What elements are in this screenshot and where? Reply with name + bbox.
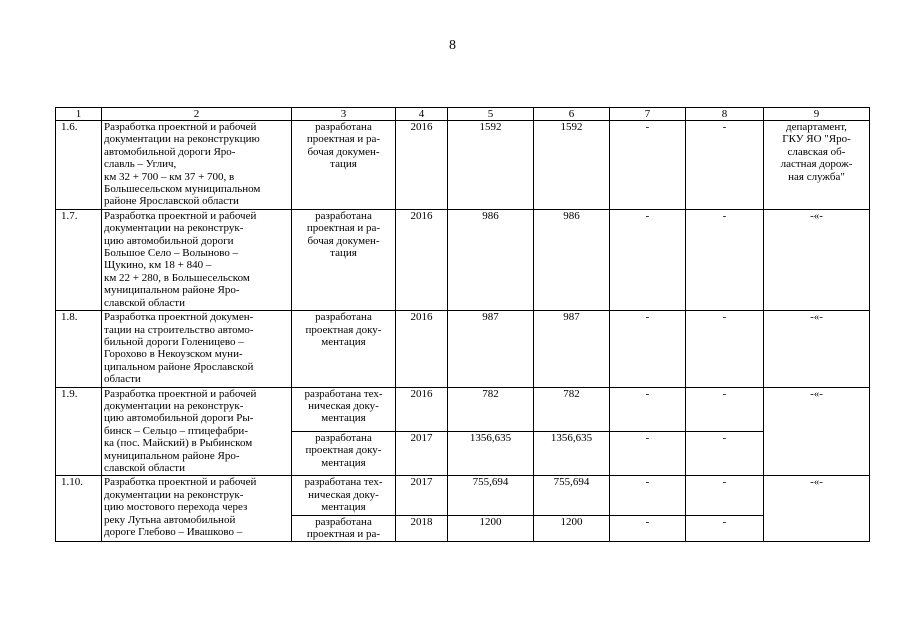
year-cell: 2016 bbox=[396, 387, 448, 431]
result-status: разработана проектная доку- ментация bbox=[292, 311, 396, 387]
value-cell-5: 1200 bbox=[448, 515, 534, 542]
year-cell: 2017 bbox=[396, 431, 448, 475]
value-cell-5: 1356,635 bbox=[448, 431, 534, 475]
year-cell: 2016 bbox=[396, 311, 448, 387]
row-number: 1.9. bbox=[56, 387, 102, 476]
work-name: Разработка проектной и рабочей документации на реконструкцию автомобильной дороги Яро- славль – Углич, км 32 + 700 – км 37 + 700, в Большесельском муниципальном районе Ярославской области bbox=[102, 121, 292, 210]
value-cell-7: - bbox=[610, 515, 686, 542]
value-cell-8: - bbox=[686, 209, 764, 310]
year-cell: 2018 bbox=[396, 515, 448, 542]
value-cell-7: - bbox=[610, 476, 686, 515]
header-cell: 9 bbox=[764, 108, 870, 121]
year-cell: 2016 bbox=[396, 209, 448, 310]
work-name: Разработка проектной и рабочей документации на реконструк- цию автомобильной дороги Ры- бинск – Сельцо – птицефабри- ка (пос. Майский) в Рыбинском муниципальном районе Яро- славской области bbox=[102, 387, 292, 476]
header-cell: 7 bbox=[610, 108, 686, 121]
value-cell-6: 1200 bbox=[534, 515, 610, 542]
executor: -«- bbox=[764, 311, 870, 387]
header-row bbox=[56, 108, 870, 121]
year-cell: 2016 bbox=[396, 121, 448, 210]
header-cell: 3 bbox=[292, 108, 396, 121]
value-cell-6: 755,694 bbox=[534, 476, 610, 515]
value-cell-7: - bbox=[610, 121, 686, 210]
value-cell-7: - bbox=[610, 209, 686, 310]
executor: -«- bbox=[764, 387, 870, 476]
result-status: разработана проектная и ра- бочая докумен- тация bbox=[292, 121, 396, 210]
header-cell: 5 bbox=[448, 108, 534, 121]
value-cell-8: - bbox=[686, 387, 764, 431]
table-row bbox=[56, 121, 870, 210]
work-name: Разработка проектной и рабочей документации на реконструк- цию мостового перехода через реку Лутьна автомобильной дороге Глебово – Ивашково – bbox=[102, 476, 292, 542]
work-name: Разработка проектной докумен- тации на строительство автомо- бильной дороги Голеницево – Горохово в Некоузском муни- ципальном районе Ярославской области bbox=[102, 311, 292, 387]
value-cell-8: - bbox=[686, 121, 764, 210]
result-status: разработана тех- ническая доку- ментация bbox=[292, 476, 396, 515]
row-number: 1.8. bbox=[56, 311, 102, 387]
result-status: разработана проектная и ра- бочая докумен- тация bbox=[292, 209, 396, 310]
header-cell: 6 bbox=[534, 108, 610, 121]
value-cell-7: - bbox=[610, 431, 686, 475]
value-cell-8: - bbox=[686, 515, 764, 542]
value-cell-5: 987 bbox=[448, 311, 534, 387]
executor: -«- bbox=[764, 209, 870, 310]
row-number: 1.7. bbox=[56, 209, 102, 310]
header-cell: 8 bbox=[686, 108, 764, 121]
value-cell-7: - bbox=[610, 311, 686, 387]
value-cell-8: - bbox=[686, 476, 764, 515]
executor: -«- bbox=[764, 476, 870, 542]
value-cell-6: 986 bbox=[534, 209, 610, 310]
value-cell-5: 755,694 bbox=[448, 476, 534, 515]
value-cell-7: - bbox=[610, 387, 686, 431]
value-cell-5: 1592 bbox=[448, 121, 534, 210]
year-cell: 2017 bbox=[396, 476, 448, 515]
value-cell-6: 1356,635 bbox=[534, 431, 610, 475]
value-cell-8: - bbox=[686, 311, 764, 387]
value-cell-6: 987 bbox=[534, 311, 610, 387]
value-cell-6: 1592 bbox=[534, 121, 610, 210]
value-cell-5: 986 bbox=[448, 209, 534, 310]
page-number: 8 bbox=[449, 38, 456, 53]
result-status: разработана проектная доку- ментация bbox=[292, 431, 396, 475]
table-row bbox=[56, 209, 870, 310]
header-cell: 4 bbox=[396, 108, 448, 121]
value-cell-6: 782 bbox=[534, 387, 610, 431]
plan-table bbox=[55, 107, 870, 542]
header-cell: 2 bbox=[102, 108, 292, 121]
table-body bbox=[56, 108, 870, 542]
row-number: 1.6. bbox=[56, 121, 102, 210]
value-cell-8: - bbox=[686, 431, 764, 475]
value-cell-5: 782 bbox=[448, 387, 534, 431]
result-status: разработана тех- ническая доку- ментация bbox=[292, 387, 396, 431]
table-row bbox=[56, 311, 870, 387]
executor: департамент, ГКУ ЯО "Яро- славская об- ластная дорож- ная служба" bbox=[764, 121, 870, 210]
table-row bbox=[56, 387, 870, 431]
row-number: 1.10. bbox=[56, 476, 102, 542]
header-cell: 1 bbox=[56, 108, 102, 121]
table-row bbox=[56, 476, 870, 515]
result-status: разработана проектная и ра- bbox=[292, 515, 396, 542]
work-name: Разработка проектной и рабочей документации на реконструк- цию автомобильной дороги Большое Село – Волыново – Щукино, км 18 + 840 – км 22 + 280, в Большесельском муниципальном районе Яро- славской области bbox=[102, 209, 292, 310]
